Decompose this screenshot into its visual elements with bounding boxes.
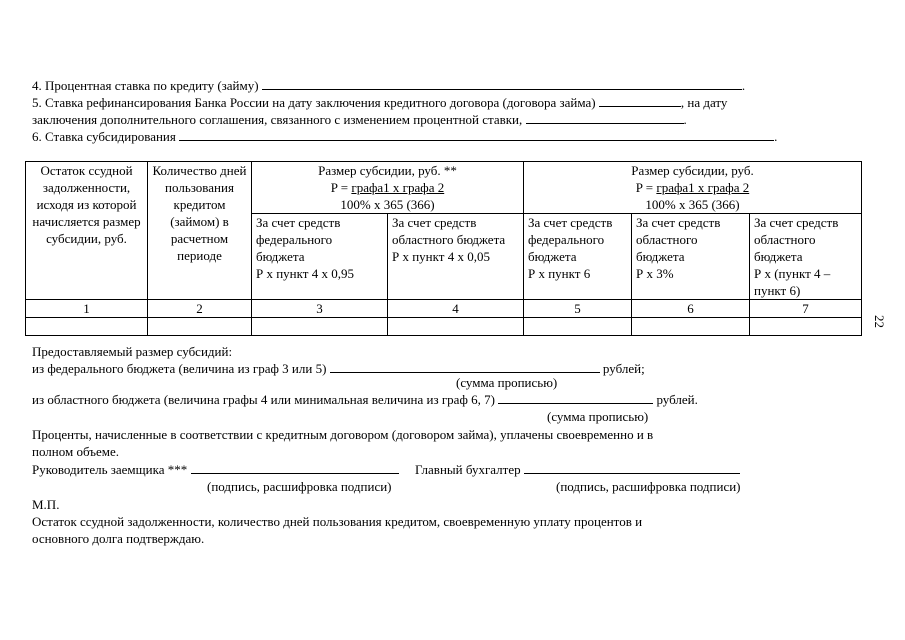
item-4-text: 4. Процентная ставка по кредиту (займу) <box>32 78 259 93</box>
item-6-text: 6. Ставка субсидирования <box>32 129 176 144</box>
column-number: 1 <box>26 300 148 318</box>
col-7-label: За счет средств областного бюджета <box>754 215 839 264</box>
item-4-blank <box>262 77 742 90</box>
header-subsidy-group-2 <box>524 162 862 214</box>
interest-paid-line-2: полном объеме. <box>32 444 119 459</box>
column-number: 6 <box>632 300 750 318</box>
regional-budget-unit: рублей. <box>656 392 698 407</box>
header-col-4 <box>388 214 524 300</box>
group-1-formula-prefix: P = <box>330 180 352 195</box>
group-2-formula <box>528 179 857 196</box>
stamp-place: М.П. <box>32 497 60 512</box>
header-subsidy-group-1 <box>252 162 524 214</box>
item-6-blank <box>179 128 774 141</box>
column-number: 7 <box>750 300 862 318</box>
item-6-line <box>32 128 777 145</box>
subsidy-summary-heading: Предоставляемый размер субсидий: <box>32 344 233 359</box>
subsidy-table <box>25 161 862 336</box>
table-cell <box>388 318 524 336</box>
col-6-label: За счет средств областного бюджета <box>636 215 721 264</box>
item-4-line <box>32 77 745 94</box>
data-row <box>26 318 862 336</box>
signature-line <box>32 461 740 478</box>
chief-accountant-signature-blank <box>524 461 740 474</box>
header-col-3 <box>252 214 388 300</box>
item-6-end: . <box>774 129 778 144</box>
regional-budget-blank <box>498 391 653 404</box>
header-days: Количество дней пользования кредитом (займом) в расчетном периоде <box>148 162 252 300</box>
header-balance: Остаток ссудной задолженности, исходя из которой начисляется размер субсидии, руб. <box>26 162 148 300</box>
federal-budget-text: из федерального бюджета (величина из граф 3 или 5) <box>32 361 327 376</box>
table-cell <box>632 318 750 336</box>
table-cell <box>26 318 148 336</box>
head-signature-blank <box>191 461 399 474</box>
item-5-blank-2 <box>526 111 684 124</box>
confirmation-line-1: Остаток ссудной задолженности, количество дней пользования кредитом, своевременную уплату процентов и <box>32 514 643 529</box>
chief-signature-caption: (подпись, расшифровка подписи) <box>556 479 741 494</box>
federal-budget-unit: рублей; <box>602 361 645 376</box>
col-3-formula: Р х пункт 4 х 0,95 <box>256 266 354 281</box>
table-cell <box>252 318 388 336</box>
col-5-label: За счет средств федерального бюджета <box>528 215 613 264</box>
regional-budget-text: из областного бюджета (величина графы 4 или минимальная величина из граф 6, 7) <box>32 392 495 407</box>
group-2-title: Размер субсидии, руб. <box>631 163 754 178</box>
col-7-formula: Р х (пункт 4 – пункт 6) <box>754 266 831 298</box>
col-3-label: За счет средств федерального бюджета <box>256 215 341 264</box>
col-6-formula: Р х 3% <box>636 266 674 281</box>
confirmation-line-2: основного долга подтверждаю. <box>32 531 205 546</box>
group-1-formula-denominator: 100% х 365 (366) <box>340 197 435 212</box>
table-cell <box>148 318 252 336</box>
item-5-line-2 <box>32 111 687 128</box>
header-col-7 <box>750 214 862 300</box>
group-2-formula-denominator: 100% х 365 (366) <box>645 197 740 212</box>
col-4-label: За счет средств областного бюджета <box>392 215 506 247</box>
regional-budget-line <box>32 391 698 408</box>
column-number: 4 <box>388 300 524 318</box>
federal-amount-caption: (сумма прописью) <box>456 375 558 390</box>
item-5-text: 5. Ставка рефинансирования Банка России на дату заключения кредитного договора (договора займа) <box>32 95 596 110</box>
header-col-6 <box>632 214 750 300</box>
item-5-end-2: . <box>683 112 687 127</box>
header-col-5 <box>524 214 632 300</box>
col-5-formula: Р х пункт 6 <box>528 266 591 281</box>
item-5-text-2: заключения дополнительного соглашения, связанного с изменением процентной ставки, <box>32 112 523 127</box>
column-number: 2 <box>148 300 252 318</box>
group-2-formula-prefix: P = <box>635 180 657 195</box>
group-1-formula-numerator: графа1 х графа 2 <box>351 180 445 195</box>
column-number: 3 <box>252 300 388 318</box>
col-4-formula: Р х пункт 4 х 0,05 <box>392 249 490 264</box>
group-1-formula <box>256 179 519 196</box>
group-2-formula-numerator: графа1 х графа 2 <box>656 180 750 195</box>
column-number: 5 <box>524 300 632 318</box>
item-4-end: . <box>741 78 746 93</box>
table-cell <box>524 318 632 336</box>
item-5-end-1: , на дату <box>680 95 728 110</box>
group-1-title: Размер субсидии, руб. ** <box>318 163 457 178</box>
column-number-row <box>26 300 862 318</box>
head-of-borrower-label: Руководитель заемщика *** <box>32 462 188 477</box>
interest-paid-line-1: Проценты, начисленные в соответствии с кредитным договором (договором займа), уплачены своевременно и в <box>32 427 654 442</box>
item-5-blank-1 <box>599 94 681 107</box>
federal-budget-blank <box>330 360 600 373</box>
item-5-line-1 <box>32 94 727 111</box>
table-cell <box>750 318 862 336</box>
head-signature-caption: (подпись, расшифровка подписи) <box>207 479 392 494</box>
regional-amount-caption: (сумма прописью) <box>547 409 649 424</box>
chief-accountant-label: Главный бухгалтер <box>415 462 521 477</box>
page-number: 22 <box>872 315 887 328</box>
